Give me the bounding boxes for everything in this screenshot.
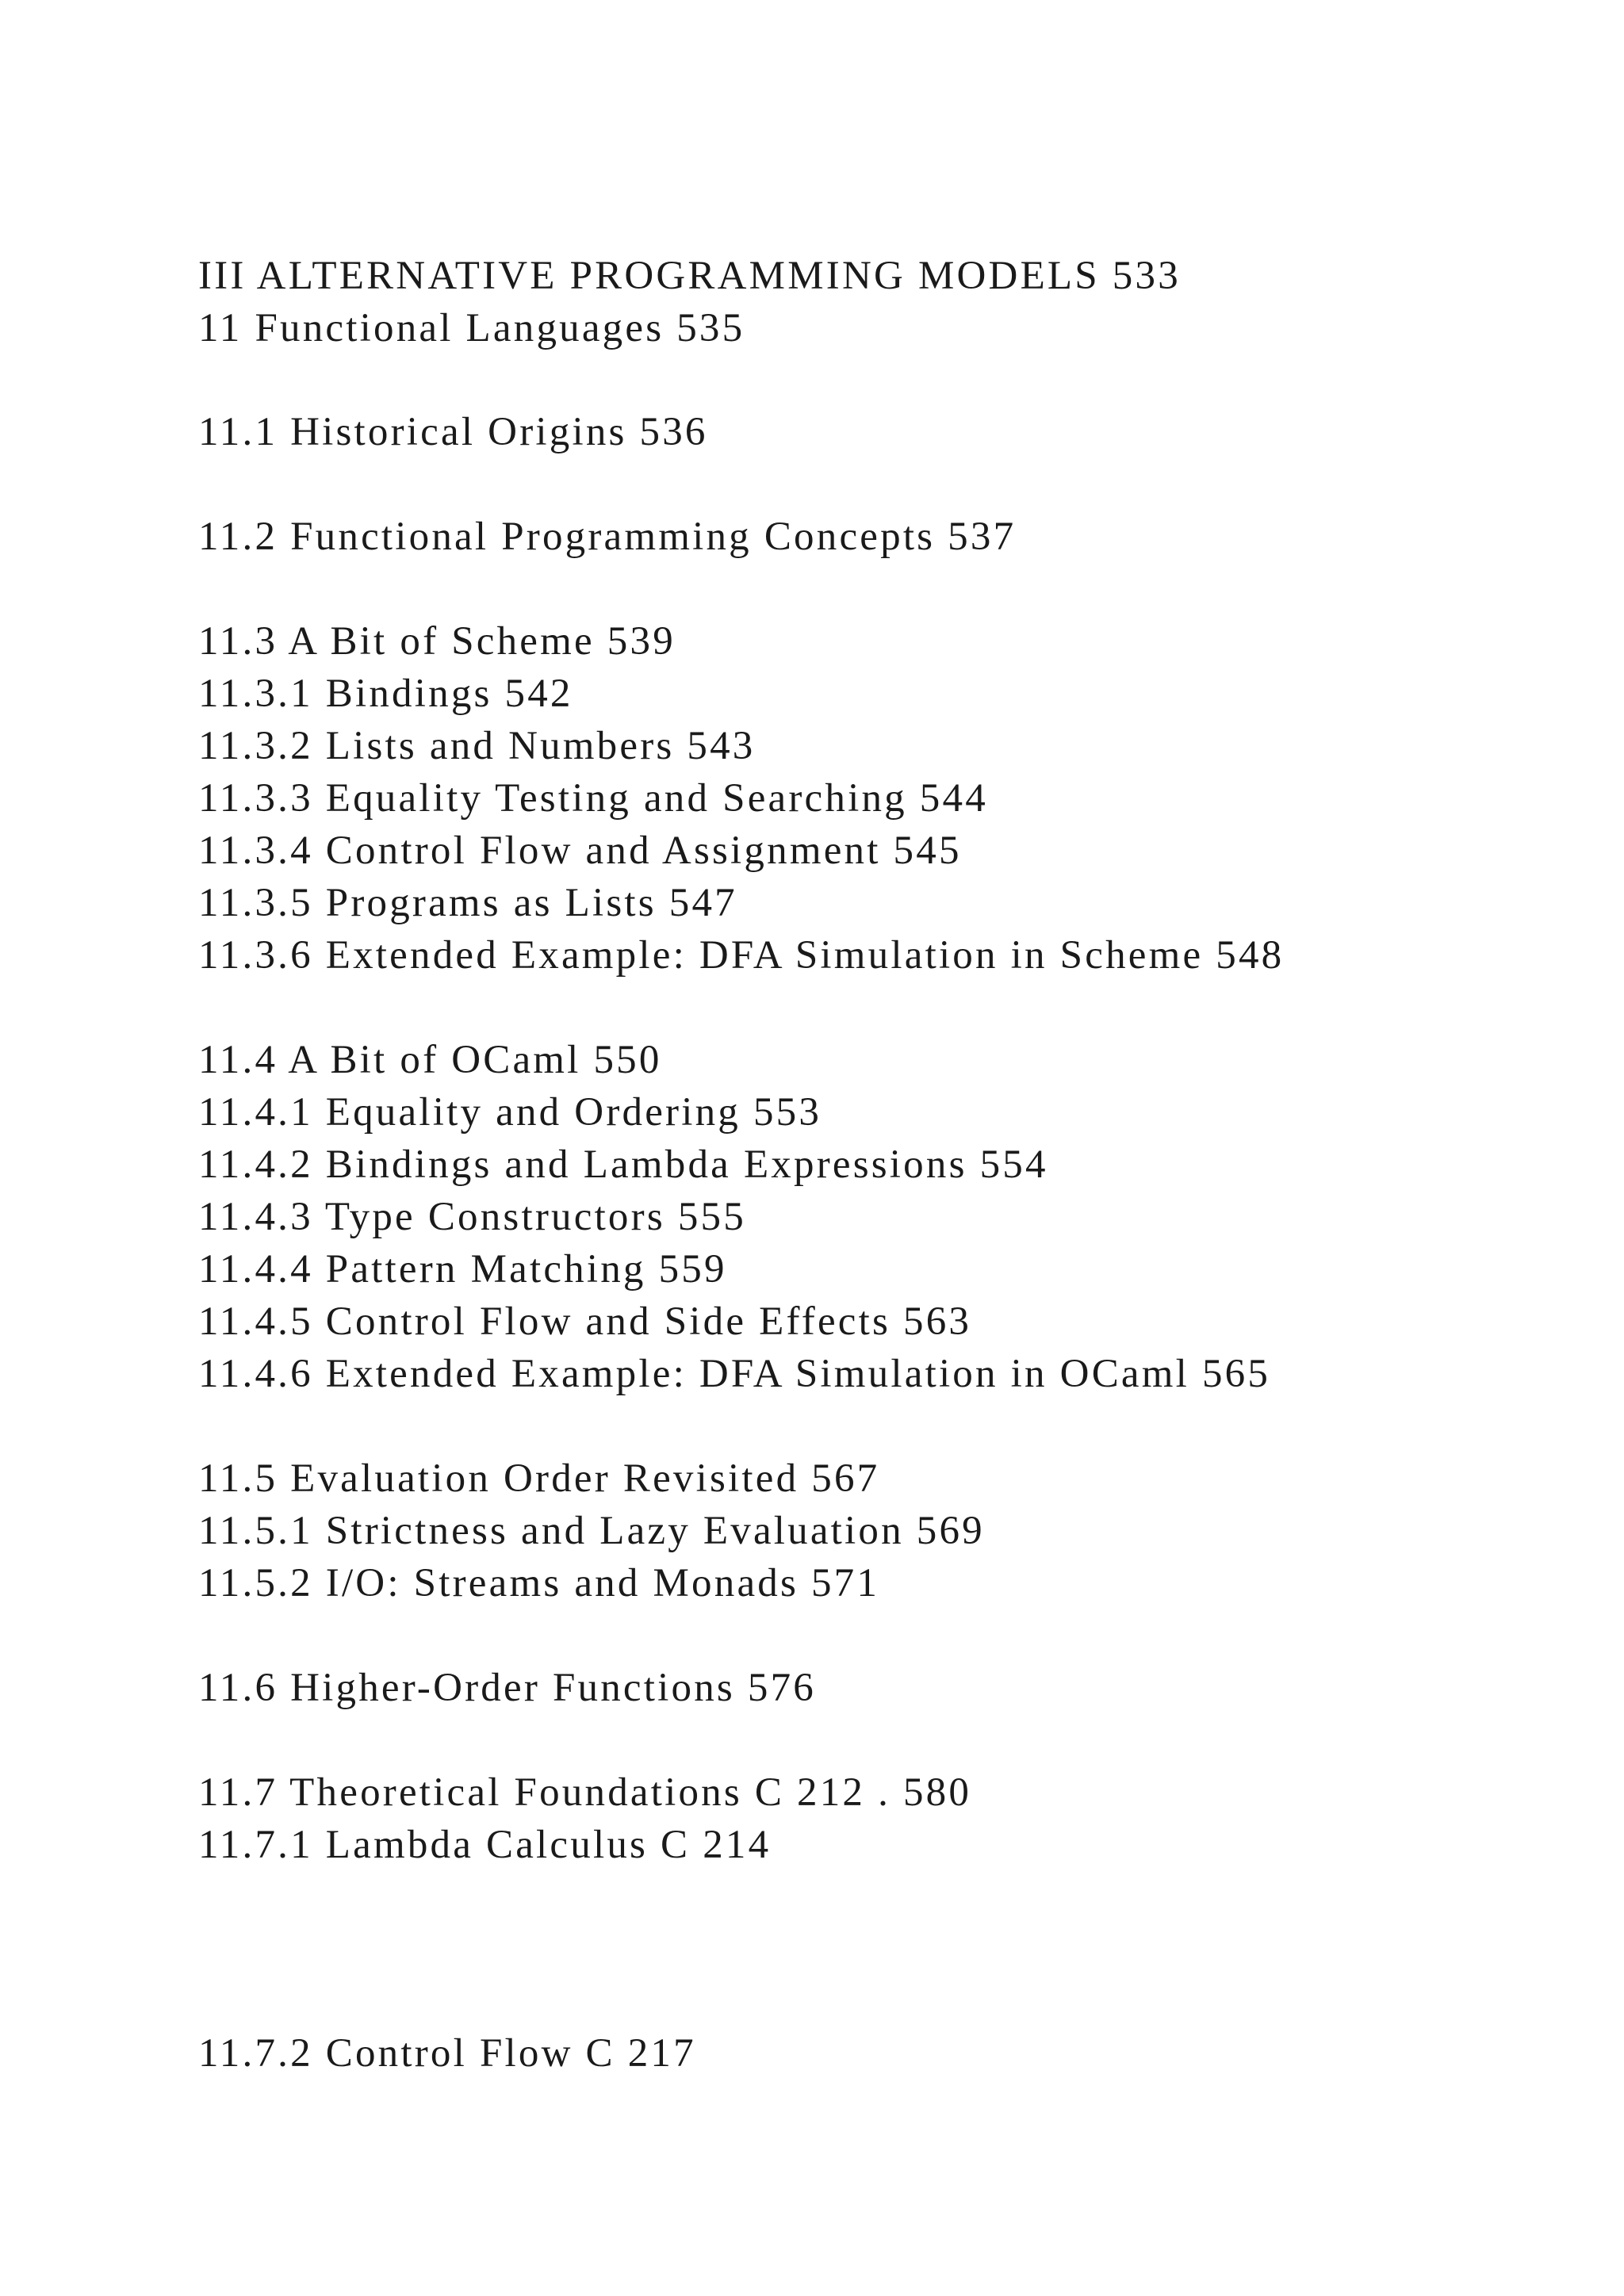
toc-entry-11-5-1: 11.5.1 Strictness and Lazy Evaluation 569 (198, 1509, 985, 1553)
toc-entry-11-3-2: 11.3.2 Lists and Numbers 543 (198, 724, 756, 768)
toc-entry-11-4-4: 11.4.4 Pattern Matching 559 (198, 1247, 727, 1292)
toc-entry-11-7-2: 11.7.2 Control Flow C 217 (198, 2031, 696, 2076)
toc-entry-11-3-5: 11.3.5 Programs as Lists 547 (198, 881, 737, 925)
toc-entry-11-3: 11.3 A Bit of Scheme 539 (198, 619, 676, 664)
toc-entry-11-3-1: 11.3.1 Bindings 542 (198, 672, 573, 716)
toc-entry-11-4-1: 11.4.1 Equality and Ordering 553 (198, 1090, 822, 1135)
toc-entry-11-7: 11.7 Theoretical Foundations C 212 . 580 (198, 1770, 972, 1815)
toc-entry-11-4-2: 11.4.2 Bindings and Lambda Expressions 554 (198, 1142, 1048, 1187)
toc-entry-11-2: 11.2 Functional Programming Concepts 537 (198, 515, 1017, 559)
toc-entry-11-3-4: 11.3.4 Control Flow and Assignment 545 (198, 828, 962, 873)
toc-entry-11-7-1: 11.7.1 Lambda Calculus C 214 (198, 1823, 772, 1867)
toc-entry-11-4: 11.4 A Bit of OCaml 550 (198, 1038, 662, 1082)
toc-entry-11-5-2: 11.5.2 I/O: Streams and Monads 571 (198, 1561, 880, 1605)
toc-entry-11-4-6: 11.4.6 Extended Example: DFA Simulation in OCaml 565 (198, 1352, 1271, 1396)
toc-entry-11-4-3: 11.4.3 Type Constructors 555 (198, 1195, 746, 1239)
toc-entry-11-6: 11.6 Higher-Order Functions 576 (198, 1666, 817, 1710)
part-heading: III ALTERNATIVE PROGRAMMING MODELS 533 (198, 254, 1181, 298)
toc-entry-11-5: 11.5 Evaluation Order Revisited 567 (198, 1456, 880, 1501)
chapter-heading: 11 Functional Languages 535 (198, 306, 745, 350)
toc-entry-11-4-5: 11.4.5 Control Flow and Side Effects 563 (198, 1299, 972, 1344)
toc-entry-11-3-3: 11.3.3 Equality Testing and Searching 544 (198, 776, 988, 821)
toc-entry-11-1: 11.1 Historical Origins 536 (198, 410, 708, 454)
toc-entry-11-3-6: 11.3.6 Extended Example: DFA Simulation in Scheme 548 (198, 933, 1285, 978)
